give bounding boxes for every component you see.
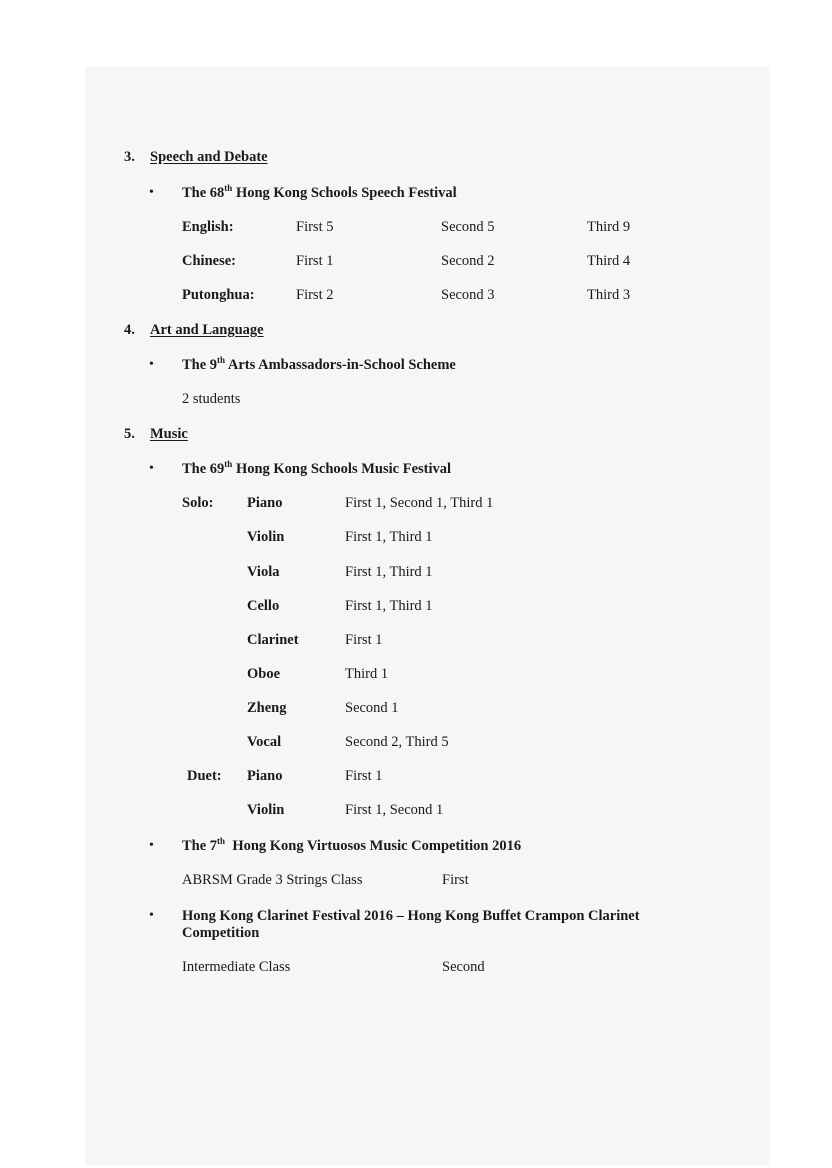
speech-putonghua-first: First 2 [296, 287, 334, 303]
duet-instrument-violin: Violin [247, 802, 285, 818]
section-number: 5. [124, 426, 135, 442]
section-number: 3. [124, 149, 135, 165]
speech-english-first: First 5 [296, 219, 334, 235]
event-title-arts-ambassadors: The 9th Arts Ambassadors-in-School Scheme [182, 355, 456, 373]
bullet: • [149, 908, 154, 923]
speech-putonghua-second: Second 3 [441, 287, 495, 303]
bullet: • [149, 357, 154, 372]
solo-result-clarinet: First 1 [345, 632, 383, 648]
bullet: • [149, 461, 154, 476]
speech-chinese-first: First 1 [296, 253, 334, 269]
section-title-art-language: Art and Language [150, 322, 264, 338]
solo-instrument-clarinet: Clarinet [247, 632, 299, 648]
section-number: 4. [124, 322, 135, 338]
solo-result-zheng: Second 1 [345, 700, 399, 716]
clarinet-class: Intermediate Class [182, 959, 291, 975]
section-title-music: Music [150, 426, 188, 442]
speech-label-chinese: Chinese: [182, 253, 236, 269]
speech-label-english: English: [182, 219, 234, 235]
solo-instrument-zheng: Zheng [247, 700, 287, 716]
clarinet-result: Second [442, 959, 485, 975]
solo-instrument-piano: Piano [247, 495, 283, 511]
solo-result-oboe: Third 1 [345, 666, 389, 682]
art-detail: 2 students [182, 391, 241, 407]
solo-instrument-violin: Violin [247, 529, 285, 545]
solo-result-viola: First 1, Third 1 [345, 564, 433, 580]
solo-result-cello: First 1, Third 1 [345, 598, 433, 614]
solo-instrument-cello: Cello [247, 598, 280, 614]
solo-instrument-vocal: Vocal [247, 734, 282, 750]
speech-english-third: Third 9 [587, 219, 631, 235]
duet-label: Duet: [187, 768, 222, 784]
solo-label: Solo: [182, 495, 214, 511]
solo-result-violin: First 1, Third 1 [345, 529, 433, 545]
duet-result-violin: First 1, Second 1 [345, 802, 444, 818]
bullet: • [149, 185, 154, 200]
duet-result-piano: First 1 [345, 768, 383, 784]
virtuosos-class: ABRSM Grade 3 Strings Class [182, 872, 363, 888]
event-title-speech-festival: The 68th Hong Kong Schools Speech Festival [182, 183, 457, 201]
speech-chinese-third: Third 4 [587, 253, 631, 269]
duet-instrument-piano: Piano [247, 768, 283, 784]
virtuosos-result: First [442, 872, 469, 888]
event-title-music-festival: The 69th Hong Kong Schools Music Festival [182, 459, 452, 477]
solo-result-vocal: Second 2, Third 5 [345, 734, 449, 750]
solo-result-piano: First 1, Second 1, Third 1 [345, 495, 494, 511]
speech-putonghua-third: Third 3 [587, 287, 631, 303]
event-title-clarinet-festival-line1: Hong Kong Clarinet Festival 2016 – Hong Kong Buffet Crampon Clarinet [182, 908, 640, 924]
solo-instrument-oboe: Oboe [247, 666, 281, 682]
solo-instrument-viola: Viola [247, 564, 280, 580]
event-title-virtuosos: The 7th Hong Kong Virtuosos Music Competition 2016 [182, 836, 522, 854]
event-title-clarinet-festival-line2: Competition [182, 925, 260, 941]
section-title-speech-debate: Speech and Debate [150, 149, 268, 165]
speech-chinese-second: Second 2 [441, 253, 495, 269]
speech-label-putonghua: Putonghua: [182, 287, 255, 303]
speech-english-second: Second 5 [441, 219, 495, 235]
bullet: • [149, 838, 154, 853]
